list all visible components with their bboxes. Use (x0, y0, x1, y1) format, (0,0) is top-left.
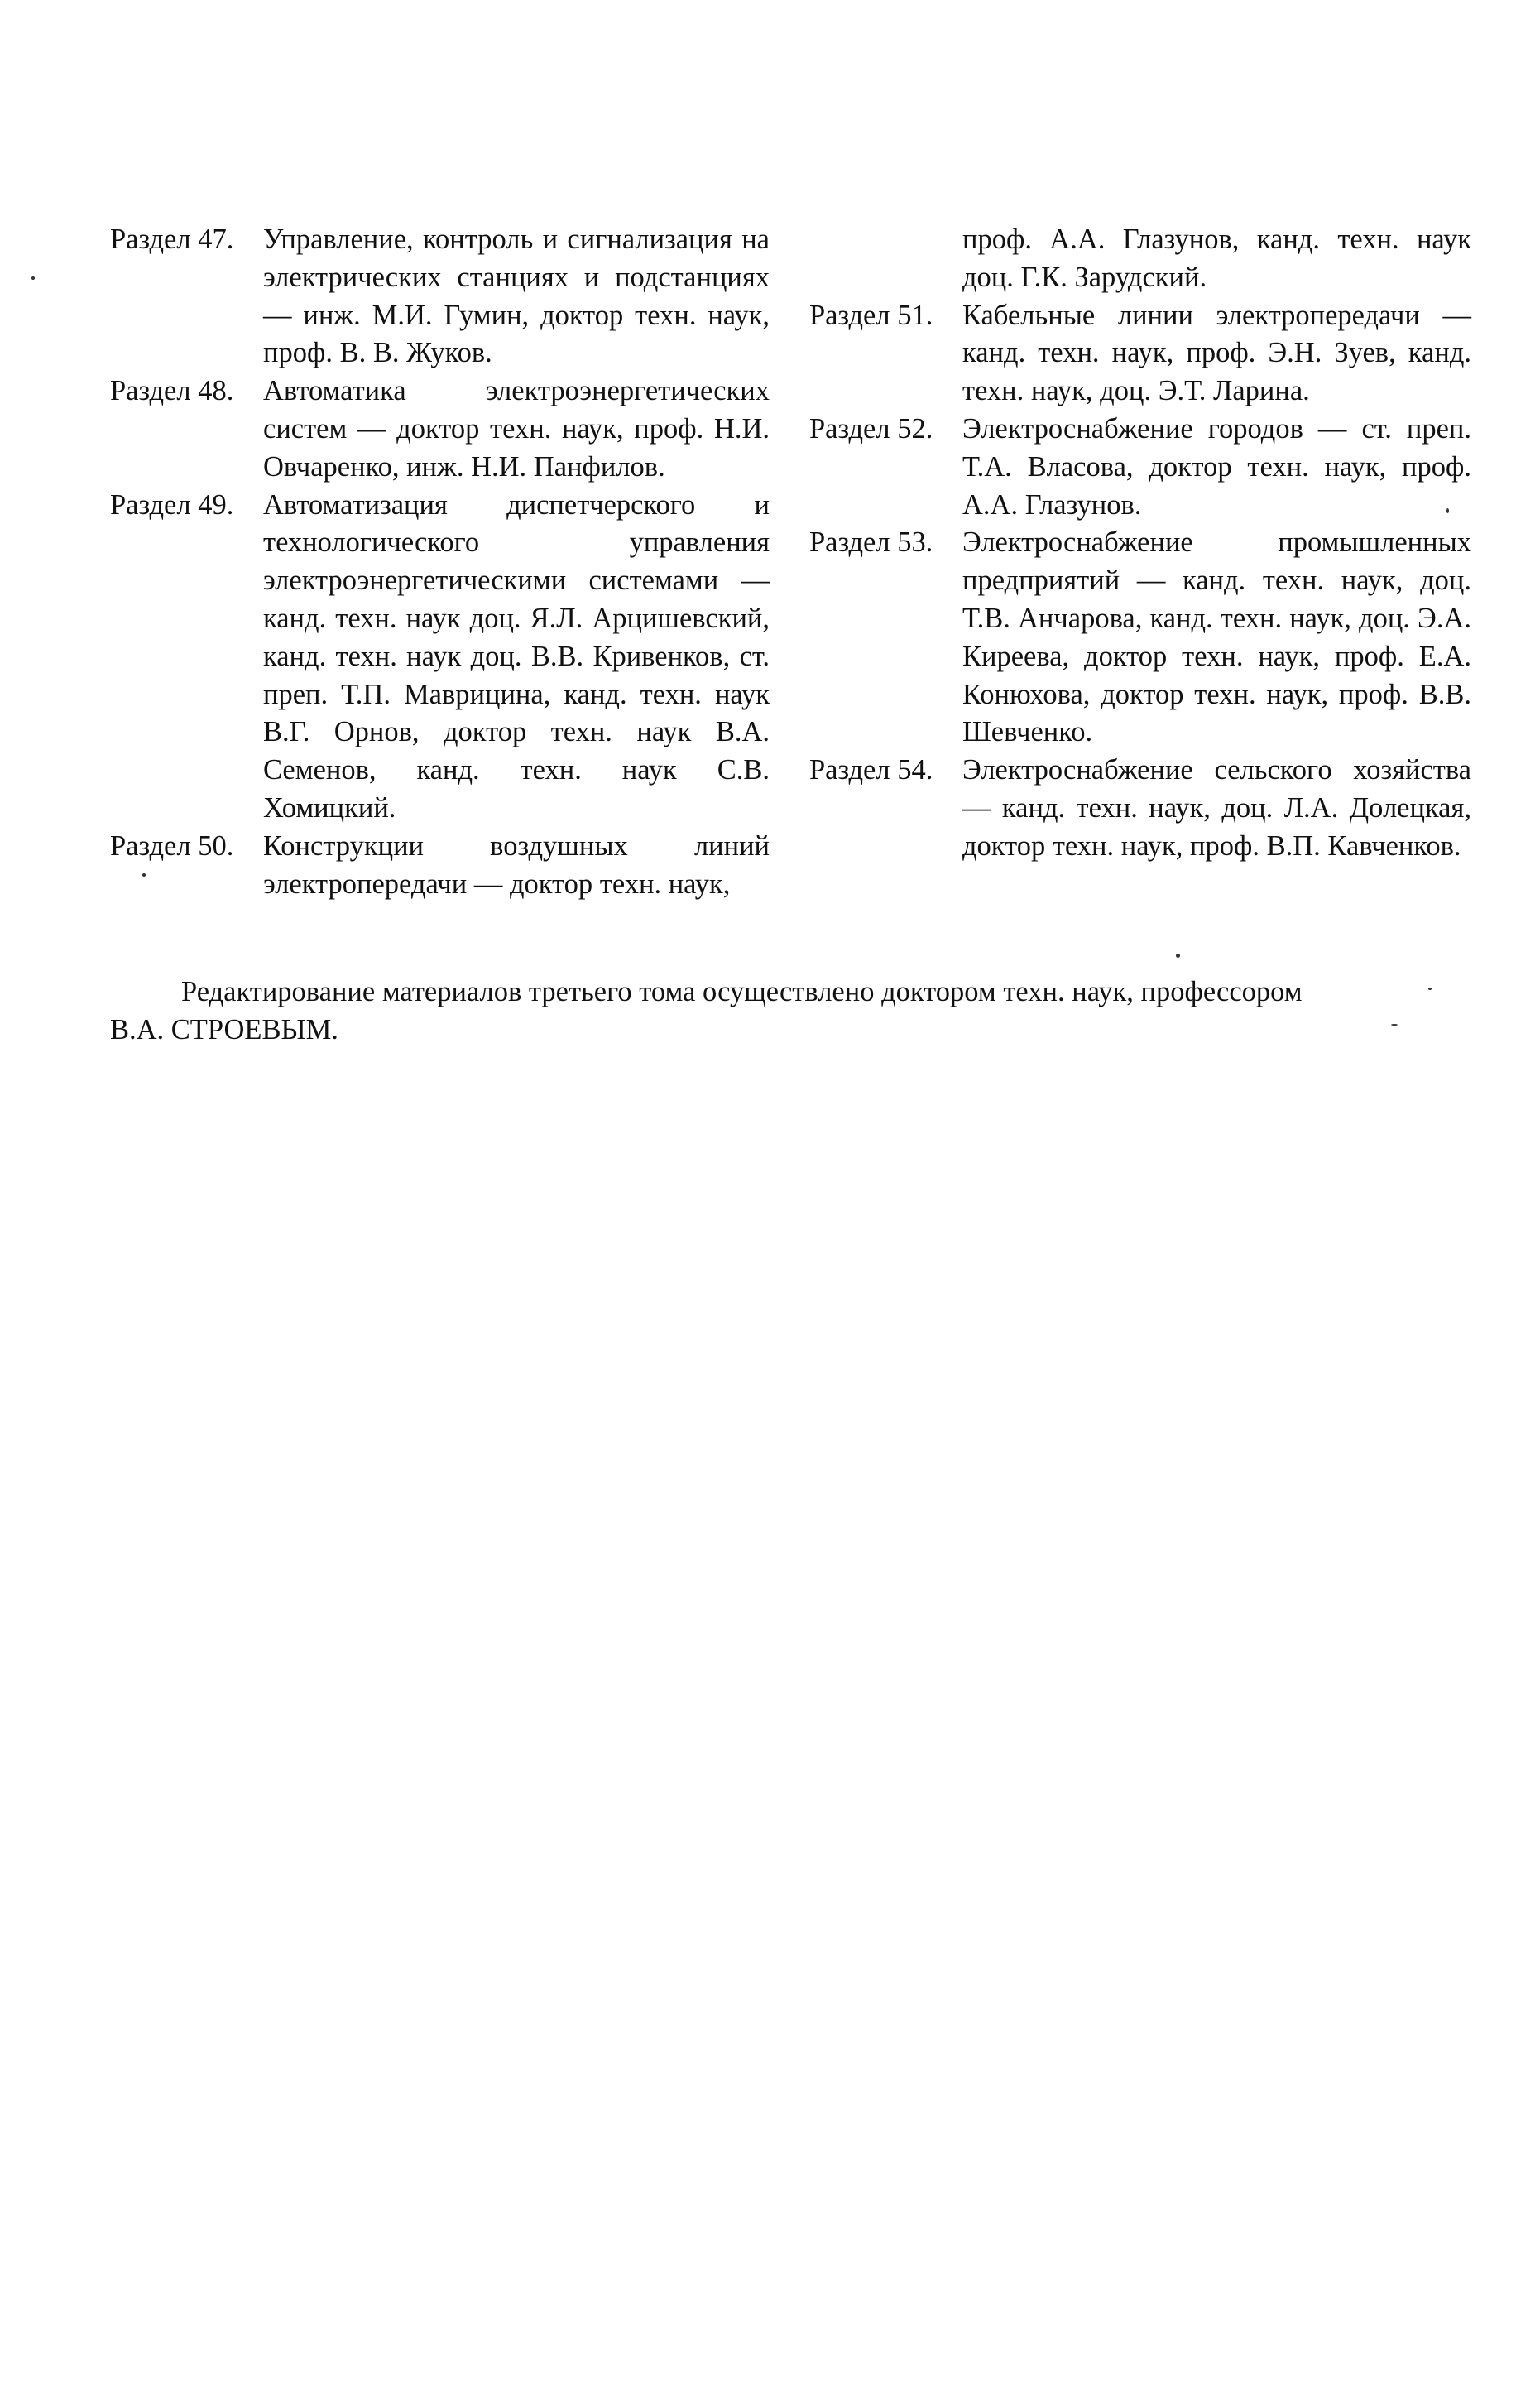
scan-speck (1428, 988, 1432, 990)
section-50-continuation: проф. А.А. Глазунов, канд. техн. наук доц. Г.К. Зарудский. (962, 223, 1471, 293)
section-text: Автоматика электроэнергетических систем — доктор техн. наук, проф. Н.И. Овчаренко, инж. Н.И. Панфилов. (263, 375, 770, 483)
section-label: Раздел 49. (110, 488, 234, 521)
section-text: Кабельные линии электропередачи — канд. техн. наук, проф. Э.Н. Зуев, канд. техн. наук, доц. Э.Т. Ларина. (962, 299, 1471, 407)
section-text: Электроснабжение сельского хозяйства — канд. техн. наук, доц. Л.А. Долецкая, доктор техн. наук, проф. В.П. Кавченков. (962, 754, 1471, 862)
section-label: Раздел 51. (809, 299, 933, 331)
section-label: Раздел 52. (809, 412, 933, 445)
section-text: Конструкции воздушных линий электропередачи — доктор техн. наук, (263, 829, 770, 900)
section-label: Раздел 47. (110, 223, 234, 255)
scan-speck (31, 276, 35, 280)
scan-speck (1446, 508, 1449, 513)
section-text: Электроснабжение городов — ст. преп. Т.А. Власова, доктор техн. наук, проф. А.А. Глазунов. (962, 412, 1471, 521)
section-entry-54 (809, 752, 1471, 865)
section-entry-49 (110, 487, 770, 828)
section-entry-52 (809, 411, 1471, 524)
scan-speck (1176, 954, 1180, 958)
editor-note (110, 973, 1471, 1049)
section-label: Раздел 53. (809, 526, 933, 559)
scan-speck (142, 873, 146, 877)
section-text: Автоматизация диспетчерского и технологического управления электроэнергетическими системами — канд. техн. наук доц. Я.Л. Арцишевский, канд. техн. наук доц. В.В. Кривенков, ст. преп. Т.П. Маврицина, канд. техн. наук В.Г. Орнов, доктор техн. наук В.А. Семенов, канд. техн. наук С.В. Хомицкий. (263, 488, 770, 824)
section-label: Раздел 50. (110, 829, 234, 862)
section-entry-53 (809, 524, 1471, 752)
section-text: Электроснабжение промышленных предприятий — канд. техн. наук, доц. Т.В. Анчарова, канд. техн. наук, доц. Э.А. Киреева, доктор техн. наук, проф. Е.А. Конюхова, доктор техн. наук, проф. В.В. Шевченко. (962, 526, 1471, 748)
editor-name: В.А. СТРОЕВЫМ. (110, 1014, 338, 1045)
scan-speck (1391, 1024, 1398, 1026)
section-entry-51 (809, 297, 1471, 411)
section-text: Управление, контроль и сигнализация на электрических станциях и подстанциях — инж. М.И. Гумин, доктор техн. наук, проф. В. В. Жуков. (263, 223, 770, 369)
section-entry-47 (110, 221, 770, 372)
section-entry-48 (110, 372, 770, 486)
contributors-left-column (110, 221, 770, 903)
section-label: Раздел 54. (809, 754, 933, 786)
contributors-right-column (809, 221, 1471, 866)
editor-note-text: Редактирование материалов третьего тома осуществлено доктором техн. наук, профессором (181, 976, 1303, 1007)
section-label: Раздел 48. (110, 375, 234, 407)
section-entry-50 (110, 828, 770, 904)
